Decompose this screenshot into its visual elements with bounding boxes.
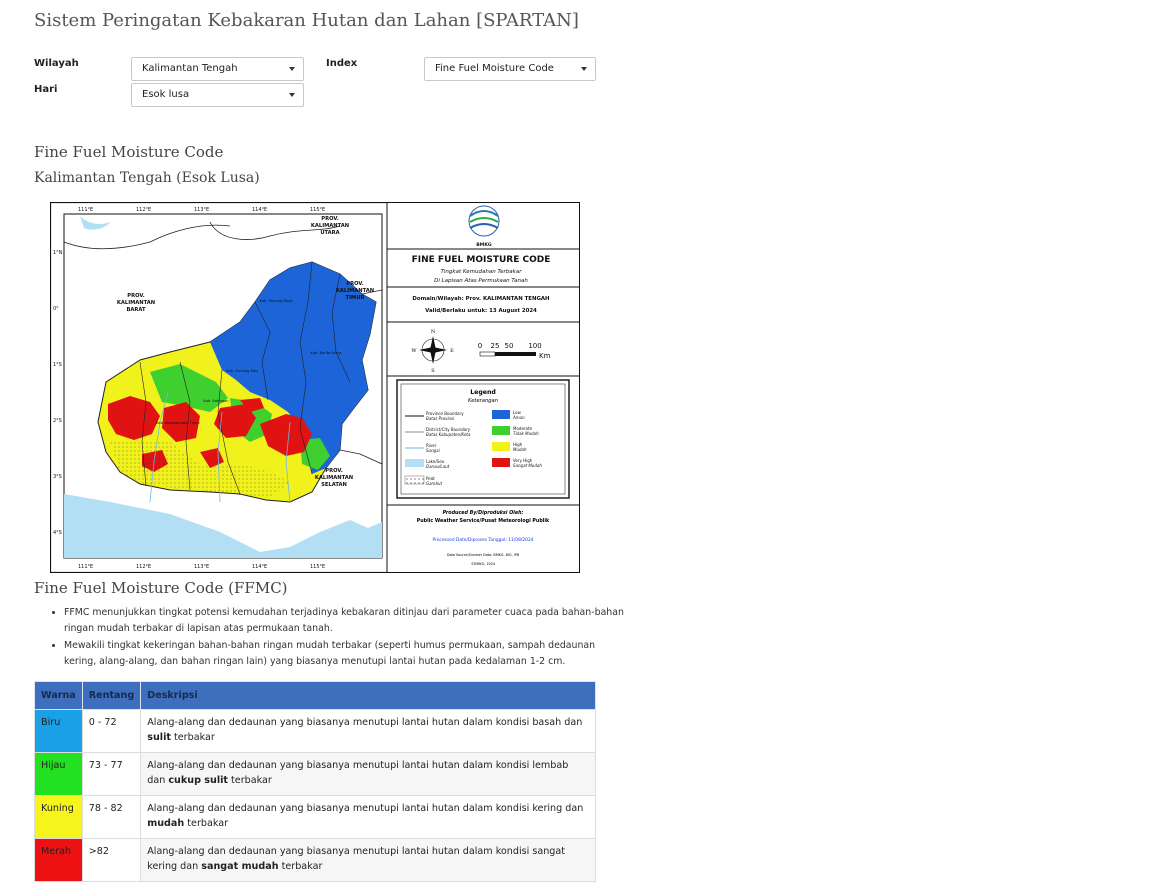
svg-text:District/City Boundary: District/City Boundary	[426, 427, 471, 432]
svg-text:0: 0	[477, 342, 483, 350]
svg-text:N: N	[430, 329, 436, 335]
color-swatch-merah: Merah	[35, 839, 83, 882]
index-select-value: Fine Fuel Moisture Code	[435, 63, 554, 74]
data-source: Data Source/Sumber Data: BMKG, BIG, IPB	[446, 553, 520, 557]
lon-tick: 113°E	[194, 207, 210, 213]
range-cell: 0 - 72	[82, 710, 140, 753]
panel-sub1: Tingkat Kemudahan Terbakar	[440, 269, 522, 275]
valid-line: Valid/Berlaku untuk: 13 August 2024	[425, 308, 537, 314]
chevron-down-icon	[289, 93, 295, 97]
lon-tick: 115°E	[310, 207, 326, 213]
legend-swatch-very-high	[492, 458, 510, 467]
lat-tick: 0°	[53, 306, 59, 312]
section-title: Fine Fuel Moisture Code	[34, 143, 224, 161]
lon-tick: 111°E	[78, 207, 94, 213]
svg-text:Batas Kabupaten/Kota: Batas Kabupaten/Kota	[426, 432, 471, 437]
svg-text:Very High: Very High	[513, 458, 533, 463]
desc-cell: Alang-alang dan dedaunan yang biasanya menutupi lantai hutan dalam kondisi basah dan sulit terbakar	[141, 710, 596, 753]
header-deskripsi: Deskripsi	[141, 682, 596, 710]
range-cell: 73 - 77	[82, 753, 140, 796]
chevron-down-icon	[581, 67, 587, 71]
ffmc-map	[50, 202, 580, 573]
legend-swatch-moderate	[492, 426, 510, 435]
svg-text:Moderate: Moderate	[513, 426, 533, 431]
svg-text:Sungai: Sungai	[426, 448, 440, 453]
svg-text:River: River	[426, 443, 437, 448]
lon-tick: 114°E	[252, 564, 268, 570]
chevron-down-icon	[289, 67, 295, 71]
panel-title: FINE FUEL MOISTURE CODE	[411, 255, 551, 265]
lat-tick: 3°S	[53, 474, 62, 480]
table-row	[35, 796, 596, 839]
kalsel-label-1: PROV.	[325, 468, 343, 474]
lat-tick: 2°S	[53, 418, 62, 424]
kalbar-label-3: BARAT	[126, 307, 146, 313]
kaltim-label-1: PROV.	[346, 281, 364, 287]
color-swatch-hijau: Hijau	[35, 753, 83, 796]
processed-date: Processed Date/Diproses Tanggal: 11/08/2024	[432, 538, 534, 543]
lon-tick: 114°E	[252, 207, 268, 213]
svg-text:Sangat Mudah: Sangat Mudah	[513, 463, 542, 468]
svg-text:High: High	[513, 442, 523, 447]
legend-swatch-high	[492, 442, 510, 451]
svg-text:Aman: Aman	[513, 415, 525, 420]
lat-tick: 1°S	[53, 362, 62, 368]
wilayah-select-value: Kalimantan Tengah	[142, 63, 238, 74]
range-cell: 78 - 82	[82, 796, 140, 839]
color-swatch-kuning: Kuning	[35, 796, 83, 839]
kab-label: Kab. Murung Raya	[259, 299, 293, 303]
header-warna: Warna	[35, 682, 83, 710]
kalbar-label-2: KALIMANTAN	[116, 300, 156, 306]
legend-title: Legend	[470, 389, 496, 396]
kab-label: Kab. Gunung Mas	[226, 369, 258, 373]
produced-by: Produced By/Diproduksi Oleh:	[442, 511, 524, 516]
hari-label: Hari	[34, 84, 58, 95]
kalut-label-3: UTARA	[320, 230, 340, 236]
lat-tick: 1°N	[53, 250, 63, 256]
lon-tick: 112°E	[136, 564, 152, 570]
lon-tick: 112°E	[136, 207, 152, 213]
copyright: ©BMKG, 2024	[470, 562, 496, 566]
svg-text:Km: Km	[539, 352, 551, 360]
svg-text:25: 25	[490, 342, 500, 350]
range-cell: >82	[82, 839, 140, 882]
svg-text:50: 50	[504, 342, 514, 350]
index-select[interactable]	[424, 57, 596, 81]
svg-text:Mudah: Mudah	[513, 447, 527, 452]
ffmc-legend-table	[34, 681, 596, 882]
svg-text:Lake/Sea: Lake/Sea	[426, 459, 445, 464]
kab-label: Kab. Kotawaringin Timur	[156, 421, 200, 425]
kaltim-label-3: TIMUR	[345, 295, 365, 301]
kalsel-label-3: SELATAN	[321, 482, 347, 488]
svg-text:100: 100	[528, 342, 542, 350]
desc-cell: Alang-alang dan dedaunan yang biasanya menutupi lantai hutan dalam kondisi sangat kering dan sangat mudah terbakar	[141, 839, 596, 882]
table-row	[35, 753, 596, 796]
lat-tick: 4°S	[53, 530, 62, 536]
color-swatch-biru: Biru	[35, 710, 83, 753]
legend-subtitle: Keterangan	[468, 398, 498, 404]
lon-tick: 113°E	[194, 564, 210, 570]
svg-text:Peat: Peat	[426, 476, 435, 481]
svg-text:W: W	[411, 348, 417, 354]
ffmc-title: Fine Fuel Moisture Code (FFMC)	[34, 579, 288, 597]
svg-text:Gambut: Gambut	[426, 481, 443, 486]
domain-line: Domain/Wilayah: Prov. KALIMANTAN TENGAH	[412, 296, 550, 302]
kab-label: Kab. Katingan	[203, 399, 229, 403]
kaltim-label-2: KALIMANTAN	[335, 288, 375, 294]
svg-text:Tidak Mudah: Tidak Mudah	[513, 431, 539, 436]
app-title: Sistem Peringatan Kebakaran Hutan dan Lahan [SPARTAN]	[34, 10, 579, 31]
table-header-row	[35, 682, 596, 710]
lon-tick: 115°E	[310, 564, 326, 570]
desc-cell: Alang-alang dan dedaunan yang biasanya menutupi lantai hutan dalam kondisi kering dan mudah terbakar	[141, 796, 596, 839]
table-row	[35, 839, 596, 882]
hari-select-value: Esok lusa	[142, 89, 190, 100]
svg-text:Province Boundary: Province Boundary	[426, 411, 464, 416]
svg-text:Danau/Laut: Danau/Laut	[426, 464, 450, 469]
svg-text:S: S	[431, 368, 435, 374]
panel-sub2: Di Lapisan Atas Permukaan Tanah	[434, 278, 528, 284]
kalut-label-2: KALIMANTAN	[310, 223, 350, 229]
kab-label: Kab. Barito Utara	[310, 351, 342, 355]
table-row	[35, 710, 596, 753]
kalsel-label-2: KALIMANTAN	[314, 475, 354, 481]
hari-select[interactable]	[131, 83, 304, 107]
kalbar-label-1: PROV.	[127, 293, 145, 299]
wilayah-label: Wilayah	[34, 58, 79, 69]
producer: Public Weather Service/Pusat Meteorologi Publik	[416, 519, 550, 524]
list-item: • Mewakili tingkat kekeringan bahan-bahan ringan mudah terbakar (seperti humus permukaan, sampah dedaunan kering, alang-alang, dan bahan ringan lain) yang biasanya menutupi lantai hutan pada kedalaman 1-2 cm.	[64, 638, 624, 670]
svg-text:E: E	[450, 348, 454, 354]
legend-swatch-low	[492, 410, 510, 419]
svg-text:Low: Low	[513, 410, 521, 415]
section-subtitle: Kalimantan Tengah (Esok Lusa)	[34, 170, 260, 186]
ffmc-description-list	[48, 605, 624, 671]
list-item: • FFMC menunjukkan tingkat potensi kemudahan terjadinya kebakaran ditinjau dari parameter cuaca pada bahan-bahan ringan mudah terbakar di lapisan atas permukaan tanah.	[64, 605, 624, 637]
desc-cell: Alang-alang dan dedaunan yang biasanya menutupi lantai hutan dalam kondisi lembab dan cukup sulit terbakar	[141, 753, 596, 796]
kalut-label-1: PROV.	[321, 216, 339, 222]
logo-text: BMKG	[476, 243, 492, 248]
lon-tick: 111°E	[78, 564, 94, 570]
svg-text:Batas Provinsi: Batas Provinsi	[426, 416, 455, 421]
index-label: Index	[326, 58, 358, 69]
header-rentang: Rentang	[82, 682, 140, 710]
wilayah-select[interactable]	[131, 57, 304, 81]
